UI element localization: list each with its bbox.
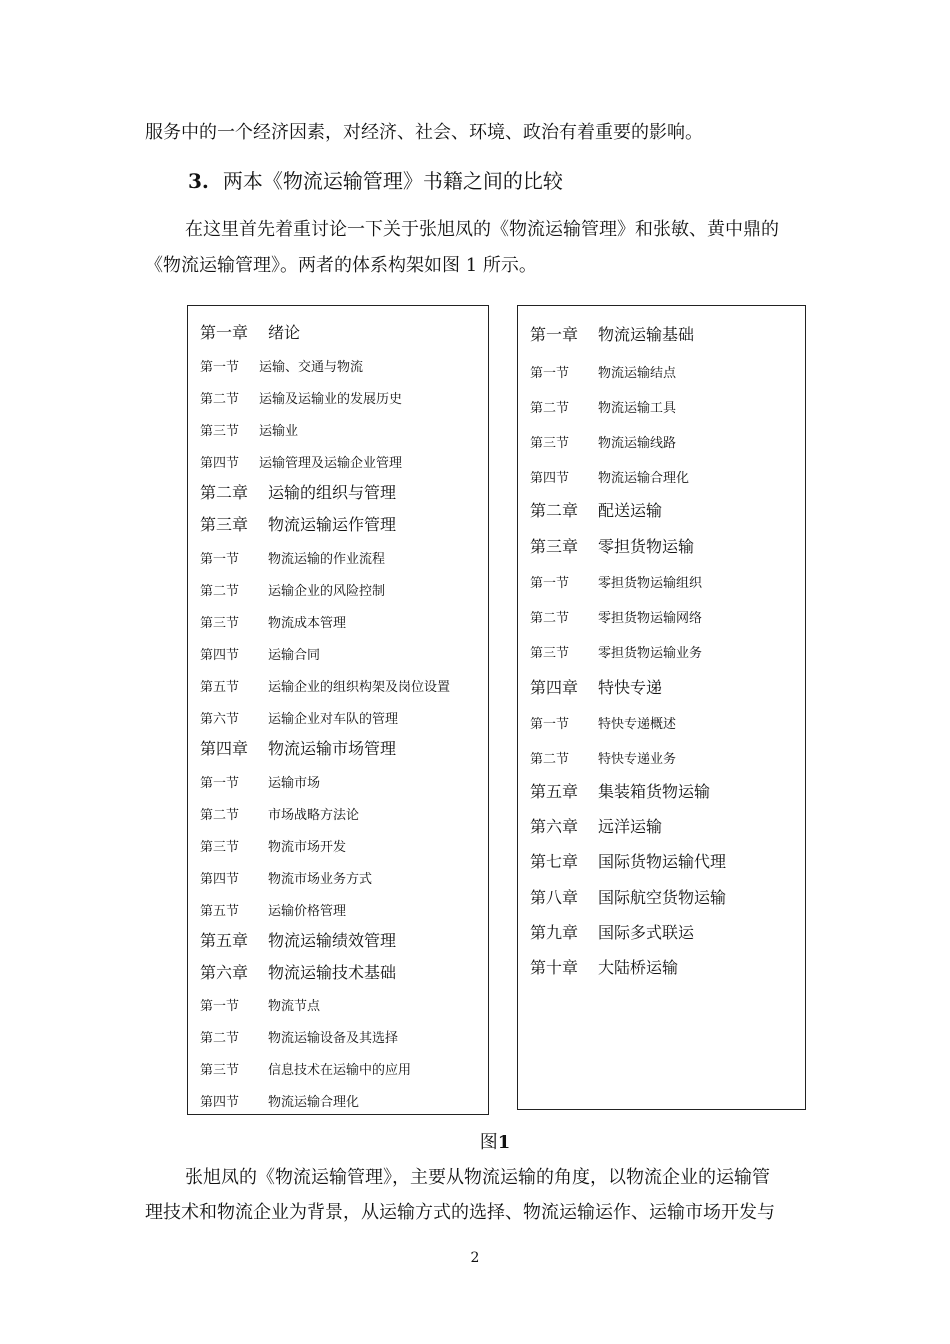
toc-chapter-label: 第二章 xyxy=(200,483,249,502)
paragraph-line: 在这里首先着重讨论一下关于张旭凤的《物流运输管理》和张敏、黄中鼎的 xyxy=(185,219,779,240)
toc-section-label: 第一节 xyxy=(530,366,570,381)
toc-section-title: 物流运输合理化 xyxy=(598,471,690,486)
toc-section-label: 第三节 xyxy=(200,424,240,439)
toc-chapter-title: 物流运输绩效管理 xyxy=(268,931,397,950)
toc-section-label: 第三节 xyxy=(530,436,570,451)
toc-chapter-title: 运输的组织与管理 xyxy=(268,483,397,502)
toc-chapter-title: 远洋运输 xyxy=(598,817,663,836)
toc-section-label: 第四节 xyxy=(200,872,240,887)
toc-section-title: 运输、交通与物流 xyxy=(259,360,364,375)
toc-left-section xyxy=(200,903,347,921)
toc-chapter-label: 第六章 xyxy=(200,963,249,982)
toc-section-title: 零担货物运输组织 xyxy=(598,576,703,591)
toc-section-label: 第一节 xyxy=(200,999,240,1014)
toc-chapter-label: 第一章 xyxy=(530,325,579,344)
toc-right-section xyxy=(530,470,690,488)
toc-right-chapter xyxy=(530,782,711,802)
toc-section-title: 物流成本管理 xyxy=(268,616,347,631)
toc-chapter-title: 物流运输运作管理 xyxy=(268,515,397,534)
toc-left-section xyxy=(200,551,386,569)
section-heading xyxy=(188,168,563,194)
toc-section-title: 特快专递业务 xyxy=(598,752,677,767)
toc-section-title: 运输管理及运输企业管理 xyxy=(259,456,403,471)
toc-chapter-title: 配送运输 xyxy=(598,501,663,520)
figure-caption-prefix: 图 xyxy=(479,1132,498,1153)
toc-chapter-label: 第三章 xyxy=(530,537,579,556)
toc-chapter-title: 大陆桥运输 xyxy=(598,958,679,977)
toc-chapter-title: 绪论 xyxy=(268,323,301,342)
toc-left-section xyxy=(200,839,347,857)
paragraph-line: 服务中的一个经济因素，对经济、社会、环境、政治有着重要的影响。 xyxy=(145,122,703,143)
toc-left-section xyxy=(200,679,451,697)
toc-right-section xyxy=(530,645,703,663)
toc-left-section xyxy=(200,1062,412,1080)
toc-chapter-title: 集装箱货物运输 xyxy=(598,782,711,801)
toc-chapter-title: 国际多式联运 xyxy=(598,923,695,942)
page-number: 2 xyxy=(470,1250,480,1266)
toc-section-label: 第四节 xyxy=(200,648,240,663)
figure-caption xyxy=(0,1131,950,1155)
toc-section-label: 第一节 xyxy=(530,576,570,591)
toc-left-chapter xyxy=(200,963,397,983)
toc-section-label: 第五节 xyxy=(200,904,240,919)
toc-section-label: 第一节 xyxy=(530,717,570,732)
toc-section-title: 运输企业的组织构架及岗位设置 xyxy=(268,680,451,695)
paragraph-line: 理技术和物流企业为背景，从运输方式的选择、物流运输运作、运输市场开发与 xyxy=(145,1202,775,1223)
toc-left-section xyxy=(200,647,321,665)
toc-section-title: 运输业 xyxy=(259,424,299,439)
toc-left-section xyxy=(200,1094,360,1112)
toc-right-chapter xyxy=(530,923,695,943)
toc-left-chapter xyxy=(200,515,397,535)
toc-left-section xyxy=(200,583,386,601)
toc-left-section xyxy=(200,807,360,825)
toc-section-label: 第二节 xyxy=(200,808,240,823)
paragraph-line: 《物流运输管理》。两者的体系构架如图 1 所示。 xyxy=(145,255,537,276)
toc-left-chapter xyxy=(200,323,301,343)
toc-chapter-title: 物流运输基础 xyxy=(598,325,695,344)
toc-section-title: 物流运输合理化 xyxy=(268,1095,360,1110)
toc-section-title: 运输合同 xyxy=(268,648,321,663)
toc-right-section xyxy=(530,575,703,593)
toc-left-section xyxy=(200,998,321,1016)
toc-chapter-label: 第四章 xyxy=(200,739,249,758)
toc-right-section xyxy=(530,716,677,734)
toc-section-title: 零担货物运输网络 xyxy=(598,611,703,626)
toc-section-title: 运输市场 xyxy=(268,776,321,791)
toc-left-section xyxy=(200,359,364,377)
toc-section-label: 第二节 xyxy=(530,611,570,626)
toc-section-label: 第四节 xyxy=(200,1095,240,1110)
toc-left-chapter xyxy=(200,931,397,951)
toc-section-title: 物流运输工具 xyxy=(598,401,677,416)
toc-chapter-label: 第三章 xyxy=(200,515,249,534)
toc-chapter-title: 零担货物运输 xyxy=(598,537,695,556)
paragraph-line: 张旭凤的《物流运输管理》，主要从物流运输的角度，以物流企业的运输管 xyxy=(185,1167,770,1188)
toc-chapter-label: 第八章 xyxy=(530,888,579,907)
toc-right-chapter xyxy=(530,958,679,978)
toc-left-section xyxy=(200,615,347,633)
toc-section-title: 物流市场开发 xyxy=(268,840,347,855)
toc-section-title: 物流节点 xyxy=(268,999,321,1014)
toc-chapter-label: 第五章 xyxy=(200,931,249,950)
toc-right-section xyxy=(530,400,677,418)
toc-left-section xyxy=(200,711,399,729)
toc-left-chapter xyxy=(200,483,397,503)
toc-left-section xyxy=(200,423,299,441)
toc-left-section xyxy=(200,775,321,793)
toc-section-label: 第三节 xyxy=(200,616,240,631)
toc-chapter-title: 物流运输市场管理 xyxy=(268,739,397,758)
toc-section-title: 信息技术在运输中的应用 xyxy=(268,1063,412,1078)
toc-section-title: 运输价格管理 xyxy=(268,904,347,919)
toc-section-label: 第四节 xyxy=(530,471,570,486)
toc-section-label: 第一节 xyxy=(200,360,240,375)
toc-section-title: 市场战略方法论 xyxy=(268,808,360,823)
toc-chapter-label: 第六章 xyxy=(530,817,579,836)
toc-chapter-label: 第五章 xyxy=(530,782,579,801)
toc-section-label: 第一节 xyxy=(200,552,240,567)
toc-left-section xyxy=(200,391,403,409)
toc-chapter-label: 第九章 xyxy=(530,923,579,942)
toc-right-chapter xyxy=(530,678,663,698)
toc-section-title: 特快专递概述 xyxy=(598,717,677,732)
toc-right-chapter xyxy=(530,852,727,872)
toc-right-section xyxy=(530,365,677,383)
toc-right-chapter xyxy=(530,817,663,837)
toc-section-label: 第三节 xyxy=(530,646,570,661)
toc-section-label: 第二节 xyxy=(200,392,240,407)
toc-left-section xyxy=(200,455,403,473)
toc-section-label: 第三节 xyxy=(200,840,240,855)
section-heading-number: 3. xyxy=(188,169,209,193)
toc-section-title: 运输企业的风险控制 xyxy=(268,584,386,599)
toc-box-right xyxy=(517,305,806,1110)
toc-section-label: 第三节 xyxy=(200,1063,240,1078)
toc-section-title: 物流运输结点 xyxy=(598,366,677,381)
toc-left-chapter xyxy=(200,739,397,759)
toc-right-section xyxy=(530,435,677,453)
toc-chapter-label: 第一章 xyxy=(200,323,249,342)
toc-left-section xyxy=(200,871,373,889)
toc-chapter-label: 第十章 xyxy=(530,958,579,977)
toc-section-label: 第五节 xyxy=(200,680,240,695)
toc-right-chapter xyxy=(530,888,727,908)
toc-right-chapter xyxy=(530,537,695,557)
toc-right-section xyxy=(530,751,677,769)
toc-section-label: 第二节 xyxy=(530,401,570,416)
toc-section-label: 第二节 xyxy=(530,752,570,767)
toc-section-label: 第二节 xyxy=(200,1031,240,1046)
toc-right-chapter xyxy=(530,325,695,345)
toc-chapter-label: 第二章 xyxy=(530,501,579,520)
toc-section-title: 运输及运输业的发展历史 xyxy=(259,392,403,407)
toc-chapter-title: 特快专递 xyxy=(598,678,663,697)
toc-section-title: 物流运输设备及其选择 xyxy=(268,1031,399,1046)
toc-section-label: 第六节 xyxy=(200,712,240,727)
toc-left-section xyxy=(200,1030,399,1048)
toc-chapter-title: 国际航空货物运输 xyxy=(598,888,727,907)
toc-section-title: 物流市场业务方式 xyxy=(268,872,373,887)
toc-section-title: 物流运输的作业流程 xyxy=(268,552,386,567)
section-heading-text: 两本《物流运输管理》书籍之间的比较 xyxy=(222,169,563,193)
toc-section-label: 第四节 xyxy=(200,456,240,471)
toc-chapter-title: 国际货物运输代理 xyxy=(598,852,727,871)
toc-chapter-label: 第七章 xyxy=(530,852,579,871)
figure-caption-number: 1 xyxy=(497,1132,511,1153)
toc-section-title: 物流运输线路 xyxy=(598,436,677,451)
toc-right-chapter xyxy=(530,501,663,521)
toc-section-title: 运输企业对车队的管理 xyxy=(268,712,399,727)
toc-section-title: 零担货物运输业务 xyxy=(598,646,703,661)
toc-section-label: 第一节 xyxy=(200,776,240,791)
toc-chapter-title: 物流运输技术基础 xyxy=(268,963,397,982)
toc-right-section xyxy=(530,610,703,628)
toc-chapter-label: 第四章 xyxy=(530,678,579,697)
toc-section-label: 第二节 xyxy=(200,584,240,599)
